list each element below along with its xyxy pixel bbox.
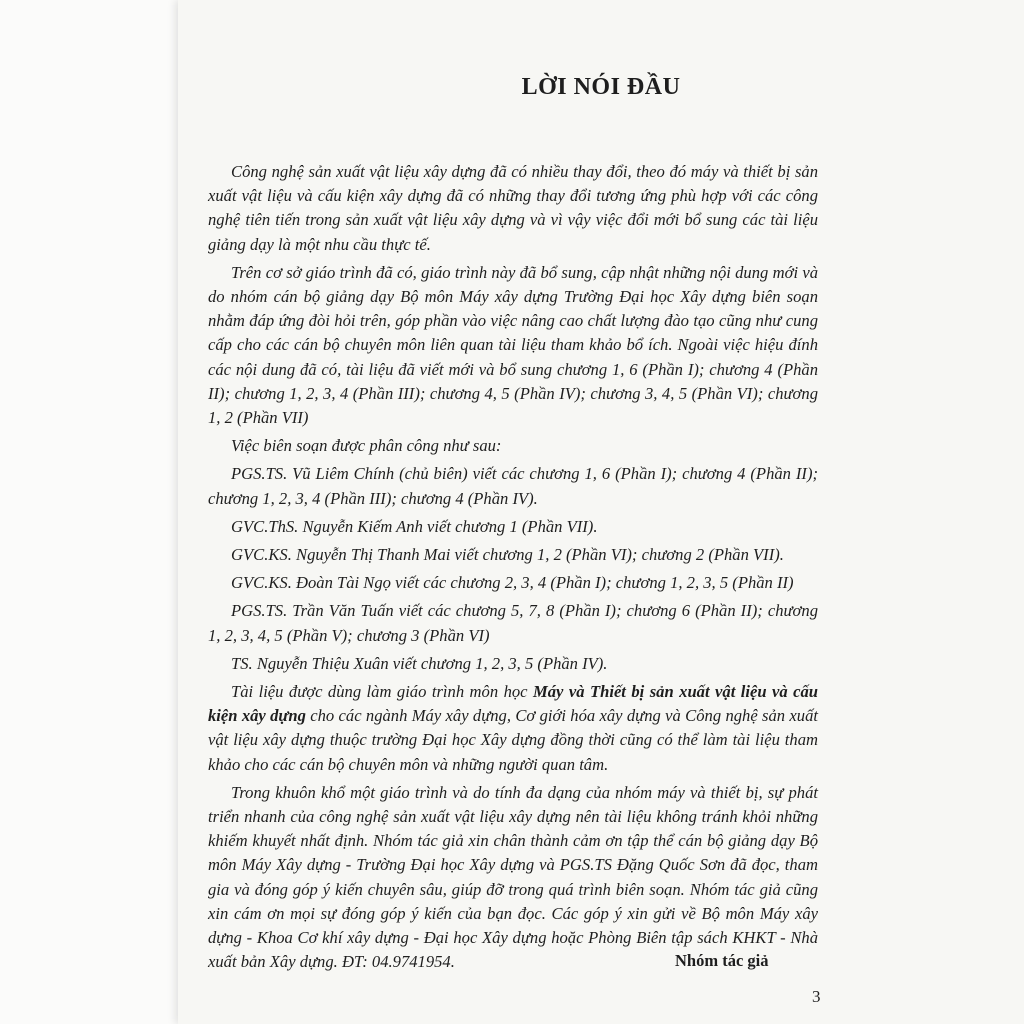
paragraph-4: PGS.TS. Vũ Liêm Chính (chủ biên) viết các chương 1, 6 (Phần I); chương 4 (Phần II); chương 1, 2, 3, 4 (Phần III); chương 4 (Phần IV).: [208, 464, 818, 508]
paragraph-3: Việc biên soạn được phân công như sau:: [231, 436, 502, 456]
page-title: LỜI NÓI ĐẦU: [521, 74, 681, 100]
paragraph-10: [208, 680, 818, 777]
book-page: [178, 0, 1024, 1024]
course-title: Máy và Thiết bị sản xuất vật liệu và cấu kiện xây dựng: [208, 682, 819, 726]
paragraph-2: Trên cơ sở giáo trình đã có, giáo trình này đã bổ sung, cập nhật những nội dung mới và do nhóm cán bộ giảng dạy Bộ môn Máy xây dựng Trường Đại học Xây dựng biên soạn nhằm đáp ứng đòi hỏi trên, góp phần vào việc nâng cao chất lượng đào tạo cũng như cung cấp cho các cán bộ chuyên môn liên quan tài liệu tham khảo bổ ích. Ngoài việc hiệu đính các nội dung đã có, tài liệu đã viết mới và bổ sung chương 1, 6 (Phần I); chương 4 (Phần II); chương 1, 2, 3, 4 (Phần III); chương 4, 5 (Phần IV); chương 3, 4, 5 (Phần VI); chương 1, 2 (Phần VII): [208, 262, 818, 428]
page-number: 3: [812, 987, 821, 1006]
paragraph-10-start: Tài liệu được dùng làm giáo trình môn học: [231, 682, 533, 702]
paragraph-11: Trong khuôn khổ một giáo trình và do tính đa dạng của nhóm máy và thiết bị, sự phát triển nhanh của công nghệ sản xuất vật liệu xây dựng nên tài liệu không tránh khỏi những khiếm khuyết nhất định. Nhóm tác giả xin chân thành cảm ơn tập thể cán bộ giảng dạy Bộ môn Máy Xây dựng - Trường Đại học Xây dựng và PGS.TS Đặng Quốc Sơn đã đọc, tham gia và đóng góp ý kiến chuyên sâu, giúp đỡ trong quá trình biên soạn. Nhóm tác giả cũng xin cám ơn mọi sự đóng góp ý kiến của bạn đọc. Các góp ý xin gửi về Bộ môn Máy xây dựng - Khoa Cơ khí xây dựng - Đại học Xây dựng hoặc Phòng Biên tập sách KHKT - Nhà xuất bản Xây dựng. ĐT: 04.9741954.: [208, 782, 818, 972]
paragraph-1: Công nghệ sản xuất vật liệu xây dựng đã có nhiều thay đổi, theo đó máy và thiết bị sản xuất vật liệu và cấu kiện xây dựng đã có những thay đổi tương ứng phù hợp với các công nghệ tiên tiến trong sản xuất vật liệu xây dựng và vì vậy việc đổi mới bổ sung các tài liệu giảng dạy là một nhu cầu thực tế.: [208, 162, 818, 254]
background-margin: [0, 0, 178, 1024]
paragraph-8: PGS.TS. Trần Văn Tuấn viết các chương 5, 7, 8 (Phần I); chương 6 (Phần II); chương 1, 2, 3, 4, 5 (Phần V); chương 3 (Phần VI): [208, 601, 818, 645]
paragraph-7: GVC.KS. Đoàn Tài Ngọ viết các chương 2, 3, 4 (Phần I); chương 1, 2, 3, 5 (Phần II): [231, 573, 794, 593]
paragraph-6: GVC.KS. Nguyễn Thị Thanh Mai viết chương 1, 2 (Phần VI); chương 2 (Phần VII).: [231, 545, 784, 565]
paragraph-10-end: cho các ngành Máy xây dựng, Cơ giới hóa xây dựng và Công nghệ sản xuất vật liệu xây dựng thuộc trường Đại học Xây dựng đồng thời cũng có thể làm tài liệu tham khảo cho các cán bộ chuyên môn và những người quan tâm.: [208, 706, 818, 774]
author-signature: Nhóm tác giả: [675, 951, 769, 970]
paragraph-5: GVC.ThS. Nguyễn Kiếm Anh viết chương 1 (Phần VII).: [231, 516, 598, 536]
preface-body: [208, 160, 818, 979]
paragraph-9: TS. Nguyễn Thiệu Xuân viết chương 1, 2, 3, 5 (Phần IV).: [231, 653, 608, 673]
